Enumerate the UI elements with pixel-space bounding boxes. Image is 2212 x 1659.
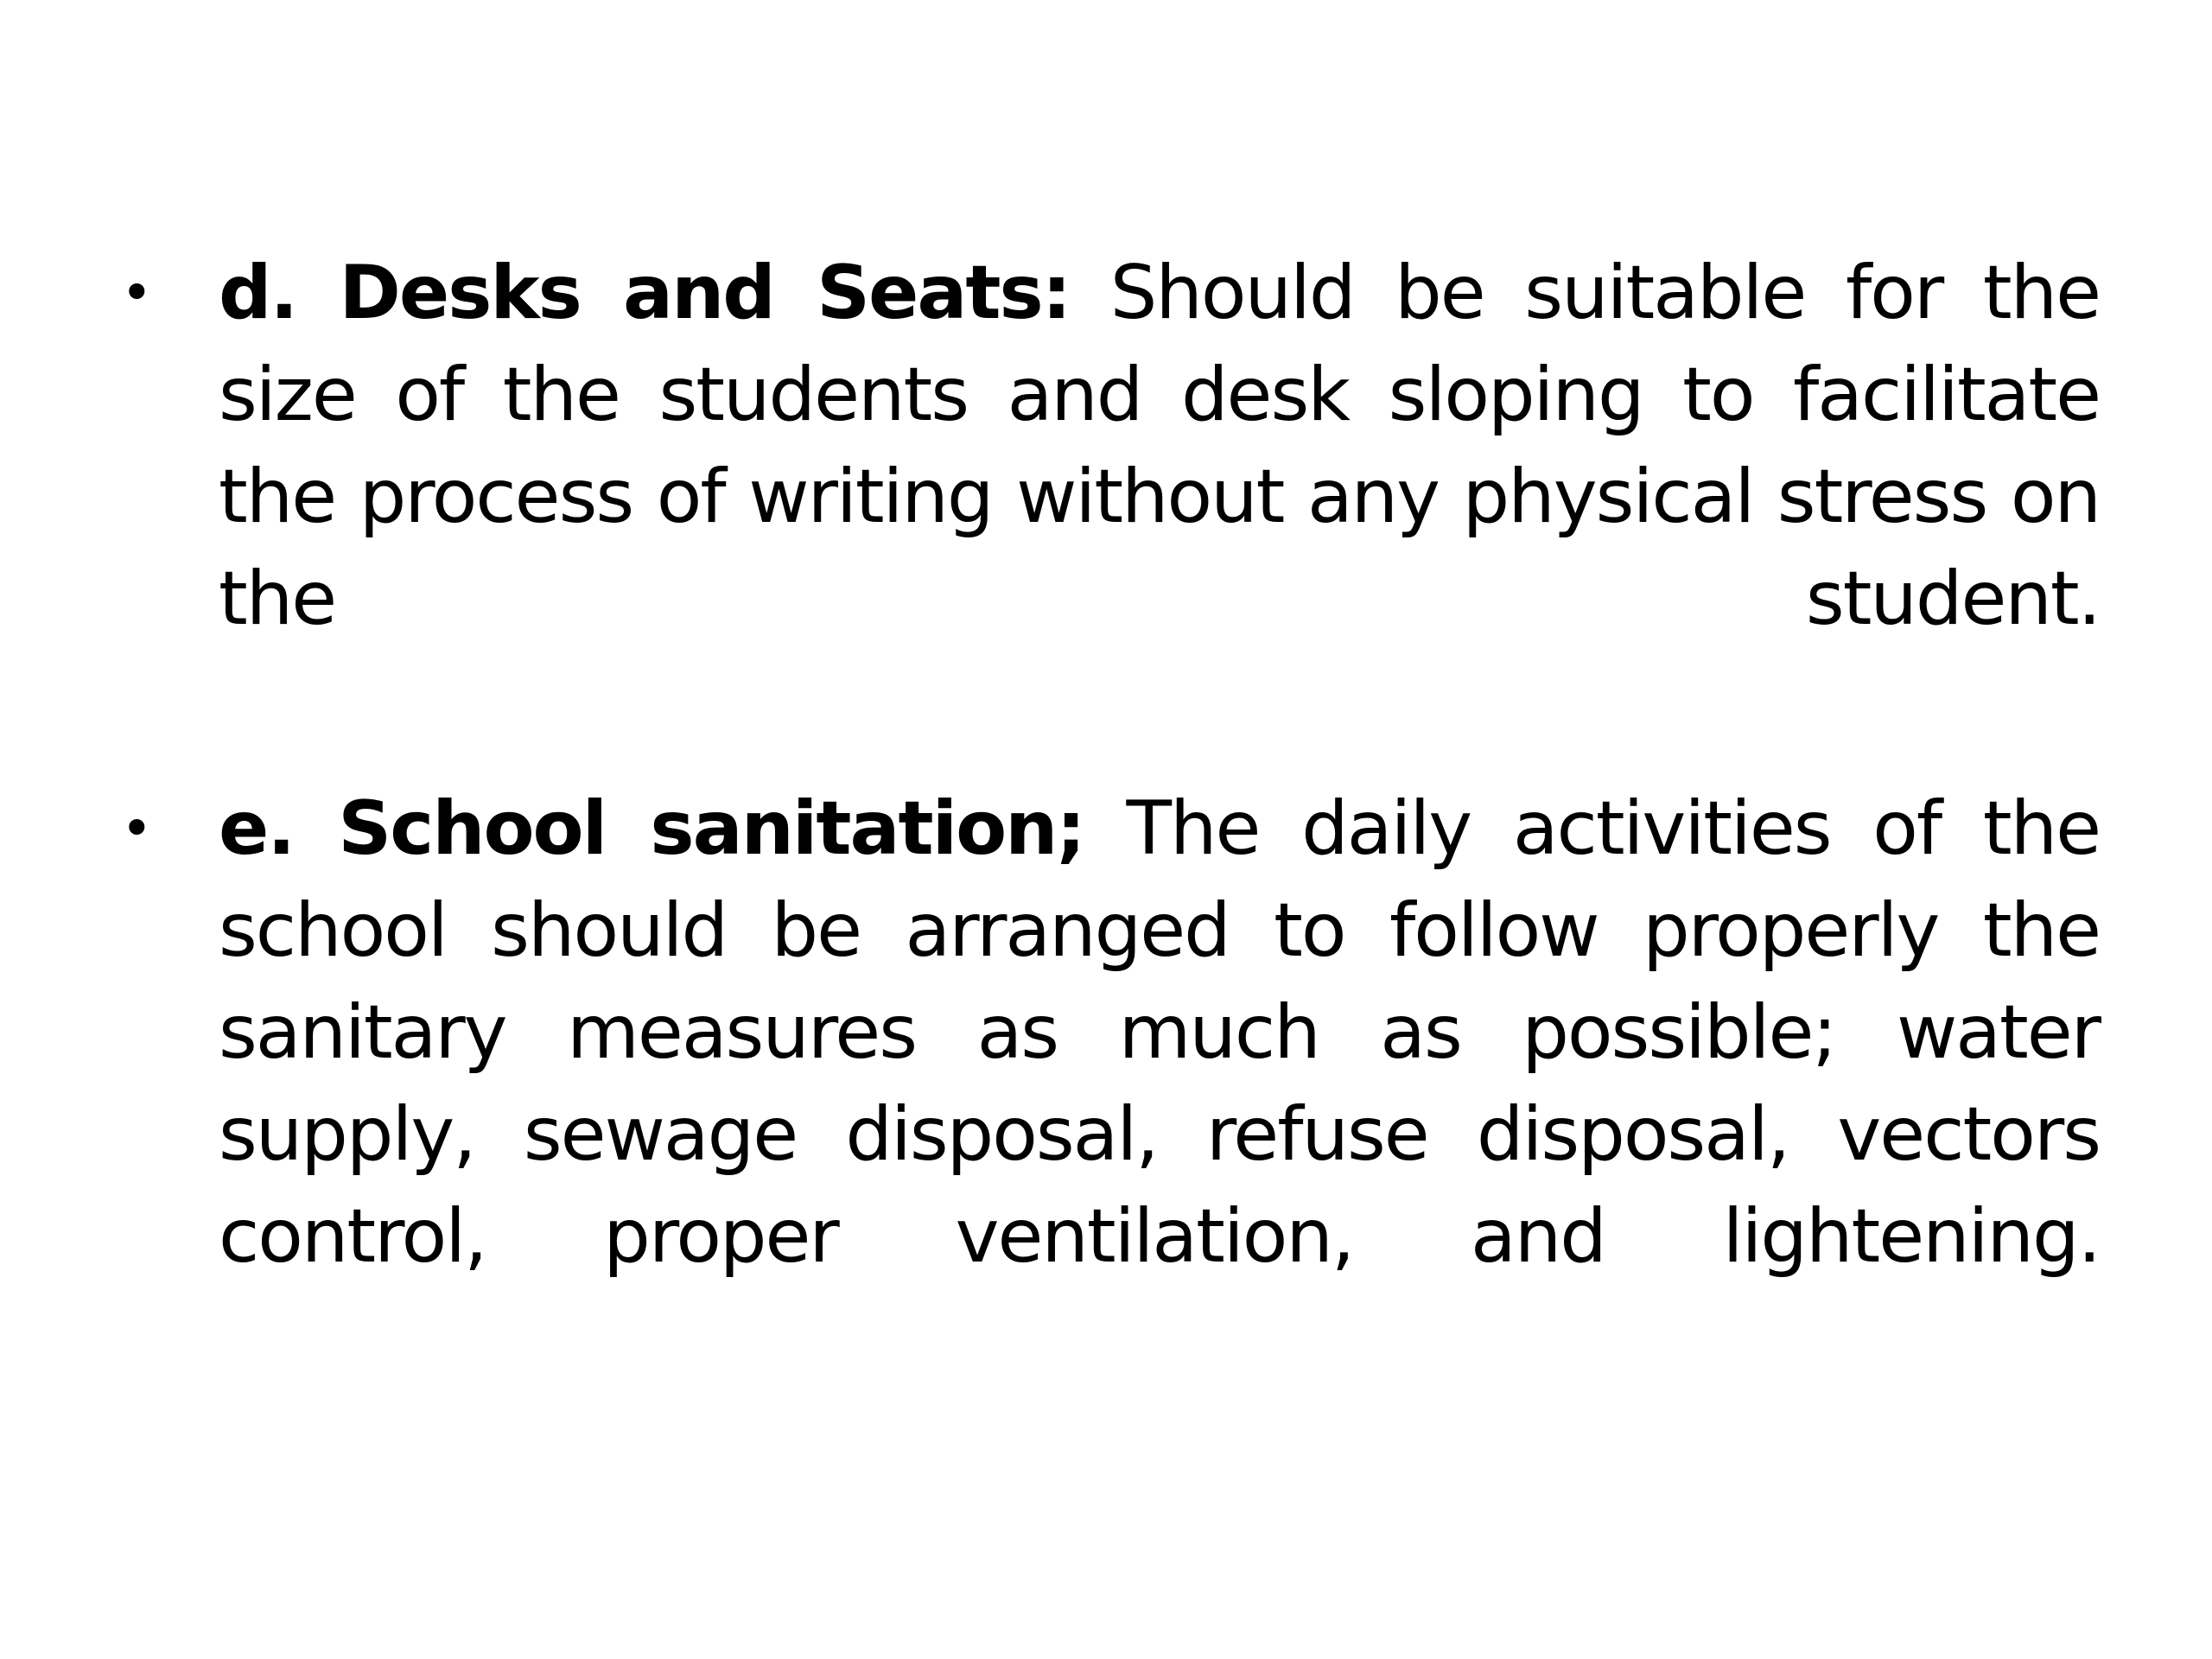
bullet-body: The daily activities of the school should be arranged to follow properly the sanitary measures as much as possible; water supply, sewage disposal, refuse disposal, vectors control, proper ventilation, and lightening. — [219, 785, 2100, 1280]
bullet-item-desks-and-seats — [121, 242, 2100, 650]
bullet-text-school-sanitation — [219, 778, 2100, 1287]
bullet-heading: e. School sanitation; — [219, 785, 1084, 872]
bullet-icon: • — [121, 261, 153, 324]
bullet-heading: d. Desks and Seats: — [219, 250, 1071, 336]
bullet-item-school-sanitation — [121, 778, 2100, 1287]
bullet-text-desks-and-seats — [219, 242, 2100, 650]
bullet-list — [121, 242, 2100, 1415]
bullet-body: Should be suitable for the size of the students and desk sloping to facilitate the process of writing without any physical stress on the student. — [219, 250, 2100, 642]
bullet-icon: • — [121, 797, 153, 860]
